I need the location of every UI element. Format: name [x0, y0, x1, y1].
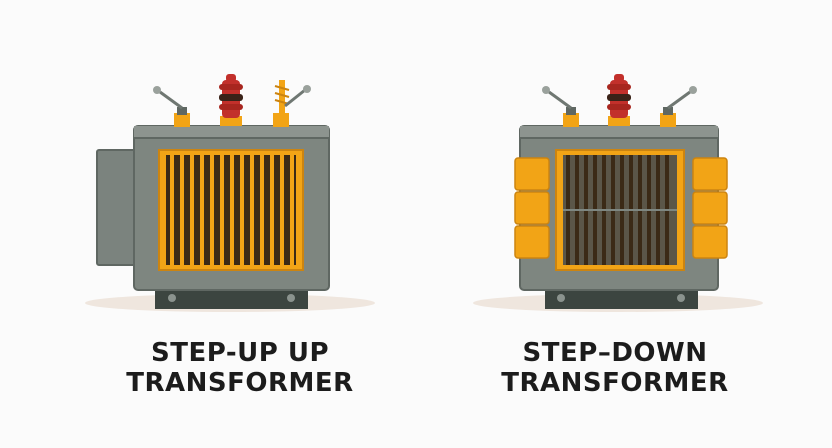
base-bolt: [168, 294, 176, 302]
base-bolt: [287, 294, 295, 302]
red-insulator-icon: [219, 74, 243, 126]
bushing-arm-icon: [660, 86, 697, 127]
base-bolt: [677, 294, 685, 302]
bushing-arm-icon: [153, 86, 190, 127]
side-cabinet: [97, 150, 139, 265]
radiator-blocks-right: [693, 158, 727, 258]
tank-lid: [520, 126, 718, 138]
radiator-blocks-left: [515, 158, 549, 258]
step-up-transformer: [85, 74, 375, 312]
step-down-title-line2: TRANSFORMER: [501, 368, 729, 398]
spring-terminal-icon: [273, 80, 311, 127]
step-down-caption: [465, 338, 765, 398]
base-bolt: [557, 294, 565, 302]
red-insulator-icon: [607, 74, 631, 126]
step-down-transformer: [473, 74, 763, 312]
step-up-title-line1: STEP-UP UP: [151, 338, 329, 368]
bushing-arm-icon: [542, 86, 579, 127]
step-up-title-line2: TRANSFORMER: [126, 368, 354, 398]
step-up-caption: [90, 338, 390, 398]
tank-lid: [134, 126, 329, 138]
step-down-title-line1: STEP–DOWN: [522, 338, 708, 368]
